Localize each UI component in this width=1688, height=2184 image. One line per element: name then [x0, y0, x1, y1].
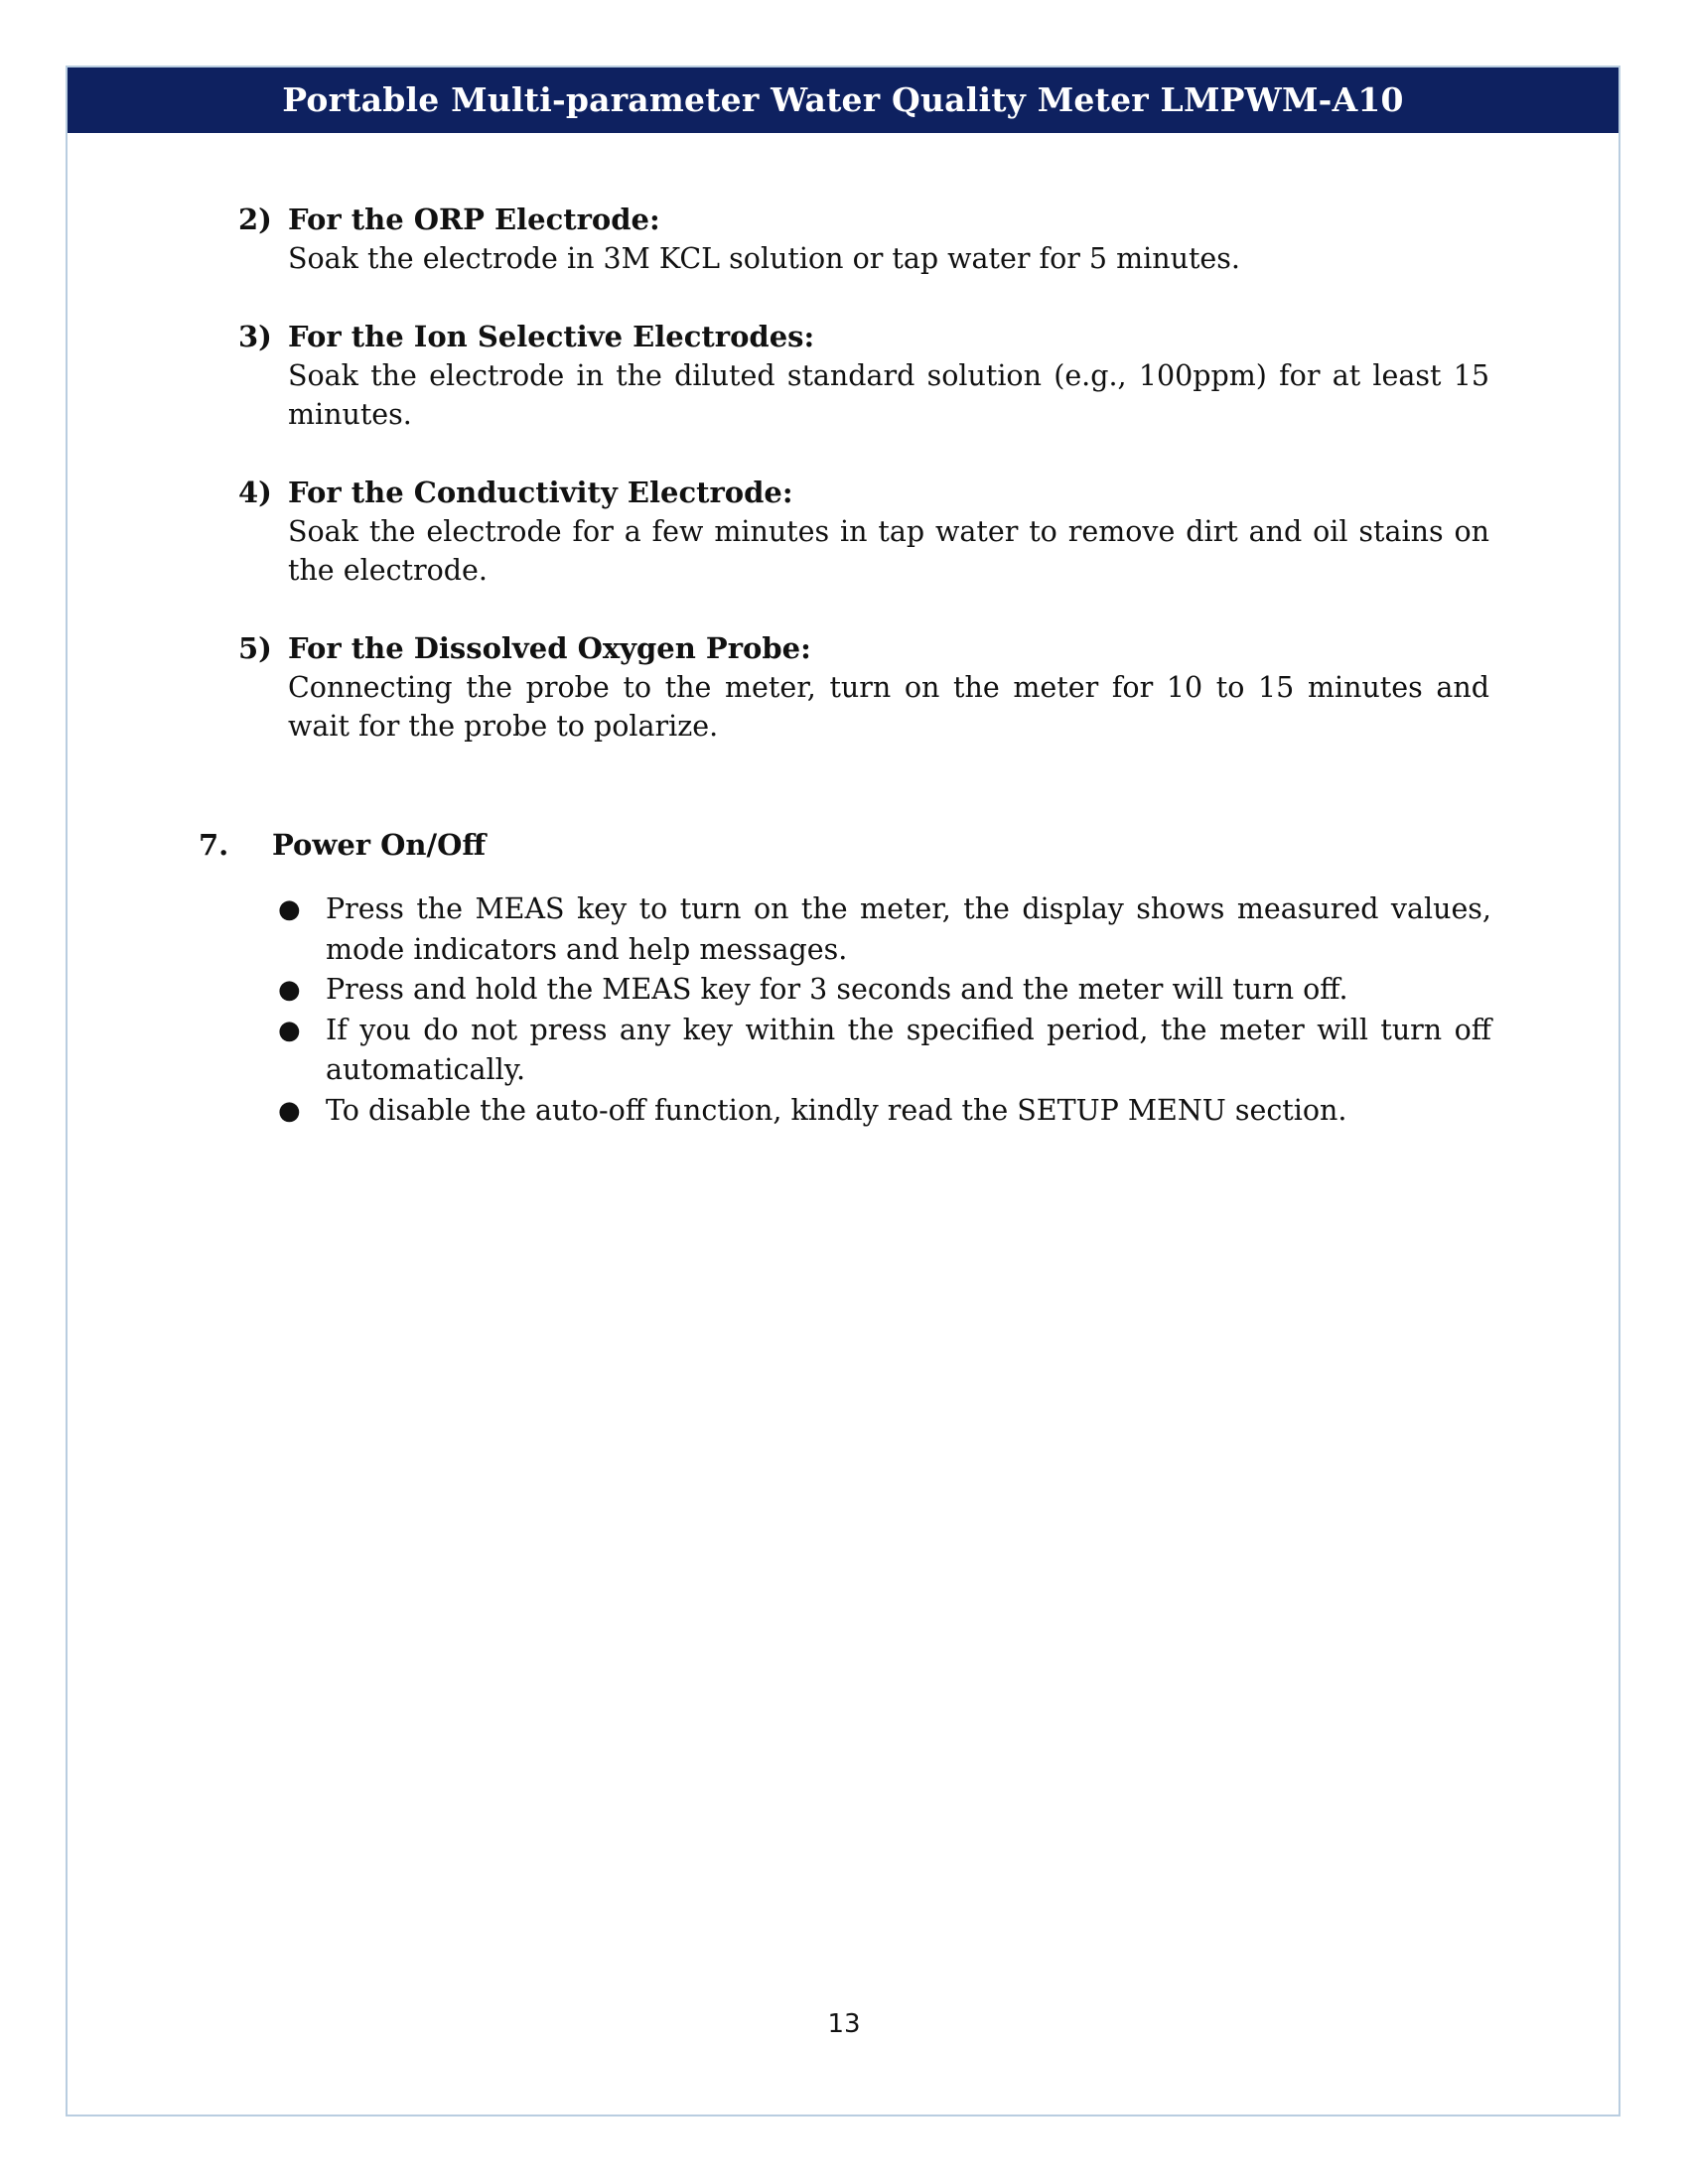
section-title: Power On/Off	[272, 828, 487, 862]
item-number: 5)	[238, 631, 272, 665]
page-number: 13	[827, 2009, 861, 2039]
bullet-text: To disable the auto-off function, kindly read the SETUP MENU section.	[326, 1093, 1347, 1127]
bullet-icon: ●	[278, 1015, 301, 1045]
bullet-icon: ●	[278, 975, 301, 1005]
item-number: 2)	[238, 203, 272, 236]
item-title: For the Conductivity Electrode:	[288, 476, 793, 509]
item-body: Soak the electrode for a few minutes in tap water to remove dirt and oil stains on the electrode.	[288, 515, 1489, 587]
bullet-item	[270, 889, 1491, 970]
item-number: 4)	[238, 476, 272, 509]
bullet-item	[270, 1091, 1491, 1132]
bullet-list	[270, 889, 1491, 1131]
item-body: Soak the electrode in 3M KCL solution or tap water for 5 minutes.	[288, 242, 1240, 275]
item-body: Connecting the probe to the meter, turn on the meter for 10 to 15 minutes and wait for the probe to polarize.	[288, 671, 1489, 743]
item-title: For the Ion Selective Electrodes:	[288, 320, 815, 353]
section-heading	[199, 826, 486, 865]
bullet-text: If you do not press any key within the specified period, the meter will turn off automatically.	[326, 1013, 1491, 1086]
bullet-text: Press the MEAS key to turn on the meter, the display shows measured values, mode indicators and help messages.	[326, 892, 1491, 966]
item-body: Soak the electrode in the diluted standard solution (e.g., 100ppm) for at least 15 minutes.	[288, 359, 1489, 431]
item-title: For the Dissolved Oxygen Probe:	[288, 631, 811, 665]
section-number: 7.	[199, 828, 229, 862]
bullet-icon: ●	[278, 1095, 301, 1126]
bullet-text: Press and hold the MEAS key for 3 seconds and the meter will turn off.	[326, 973, 1348, 1006]
bullet-icon: ●	[278, 894, 301, 924]
bullet-item	[270, 970, 1491, 1011]
document-header	[68, 68, 1618, 133]
item-title: For the ORP Electrode:	[288, 203, 660, 236]
bullet-item	[270, 1011, 1491, 1091]
item-number: 3)	[238, 320, 272, 353]
document-title: Portable Multi-parameter Water Quality Meter LMPWM-A10	[282, 80, 1404, 119]
